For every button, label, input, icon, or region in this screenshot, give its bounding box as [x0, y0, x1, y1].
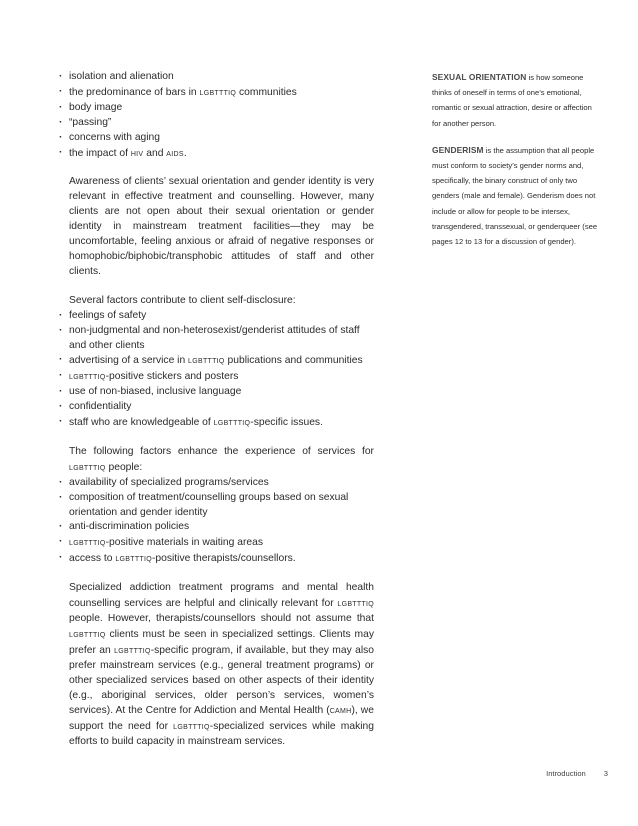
list-item: · the predominance of bars in lgbtttiq communities [58, 85, 374, 101]
list-item: · availability of specialized programs/services [58, 476, 374, 491]
list-item: · confidentiality [58, 400, 374, 415]
list-item: · body image [58, 101, 374, 116]
list-item: · anti-discrimination policies [58, 520, 374, 535]
enhance-experience-list [58, 476, 374, 567]
list-item: · non-judgmental and non-heterosexist/genderist attitudes of staff and other clients [58, 324, 374, 354]
issues-list [58, 70, 374, 161]
self-disclosure-intro: Several factors contribute to client self-disclosure: [69, 294, 296, 306]
term-genderism: GENDERISM [432, 144, 484, 155]
footer-section: Introduction [546, 769, 586, 778]
list-item: · lgbtttiq-positive stickers and posters [58, 369, 374, 385]
specialized-programs-paragraph: Specialized addiction treatment programs and mental health counselling services are helpful and clinically relevant for lgbtttiq people. However, therapists/counsellors should not assume that lgbtttiq clients must be seen in specialized settings. Clients may prefer an lgbtttiq-specific program, if available, but they may also prefer mainstream services (e.g., general treatment programs) or other specialized services based on other aspects of their identity (e.g., aboriginal services, older person’s services, women’s services). At the Centre for Addiction and Mental Health (camh), we support the need for lgbtttiq-specialized services while making efforts to build capacity in mainstream services. [69, 582, 375, 748]
main-column [58, 70, 374, 750]
list-item: · feelings of safety [58, 309, 374, 324]
sidebar-definitions [432, 70, 598, 249]
list-item: · access to lgbtttiq-positive therapists/counsellors. [58, 551, 374, 567]
awareness-paragraph: Awareness of clients’ sexual orientation and gender identity is very relevant in effective treatment and counselling. However, many clients are not open about their sexual orientation or gender identity in mainstream treatment facilities—they may be uncomfortable, feeling anxious or afraid of negative responses or homophobic/biphobic/transphobic attitudes of staff and other clients. [69, 176, 374, 277]
list-item: · composition of treatment/counselling groups based on sexual orientation and gender identity [58, 491, 374, 521]
page-footer [546, 769, 608, 778]
term-sexual-orientation: SEXUAL ORIENTATION [432, 72, 527, 82]
enhance-experience-intro: The following factors enhance the experience of services for lgbtttiq people: [69, 445, 374, 473]
list-item: · isolation and alienation [58, 70, 374, 85]
list-item: · staff who are knowledgeable of lgbtttiq-specific issues. [58, 415, 374, 431]
list-item: · “passing” [58, 116, 374, 131]
list-item: · the impact of hiv and aids. [58, 146, 374, 162]
page-number: 3 [603, 769, 608, 778]
genderism-definition: GENDERISM is the assumption that all people must conform to society’s gender norms and, specifically, the binary construct of only two genders (male and female). Genderism does not include or allow for people to be intersex, transgendered, transsexual, or genderqueer (see pages 12 to 13 for a discussion of gender). [432, 144, 598, 247]
list-item: · use of non-biased, inclusive language [58, 385, 374, 400]
list-item: · lgbtttiq-positive materials in waiting areas [58, 535, 374, 551]
list-item: · concerns with aging [58, 131, 374, 146]
sexual-orientation-definition: SEXUAL ORIENTATION is how someone thinks of oneself in terms of one’s emotional, romantic or sexual attraction, desire or affection for another person. [432, 72, 592, 128]
self-disclosure-list [58, 309, 374, 431]
list-item: · advertising of a service in lgbtttiq publications and communities [58, 353, 374, 369]
